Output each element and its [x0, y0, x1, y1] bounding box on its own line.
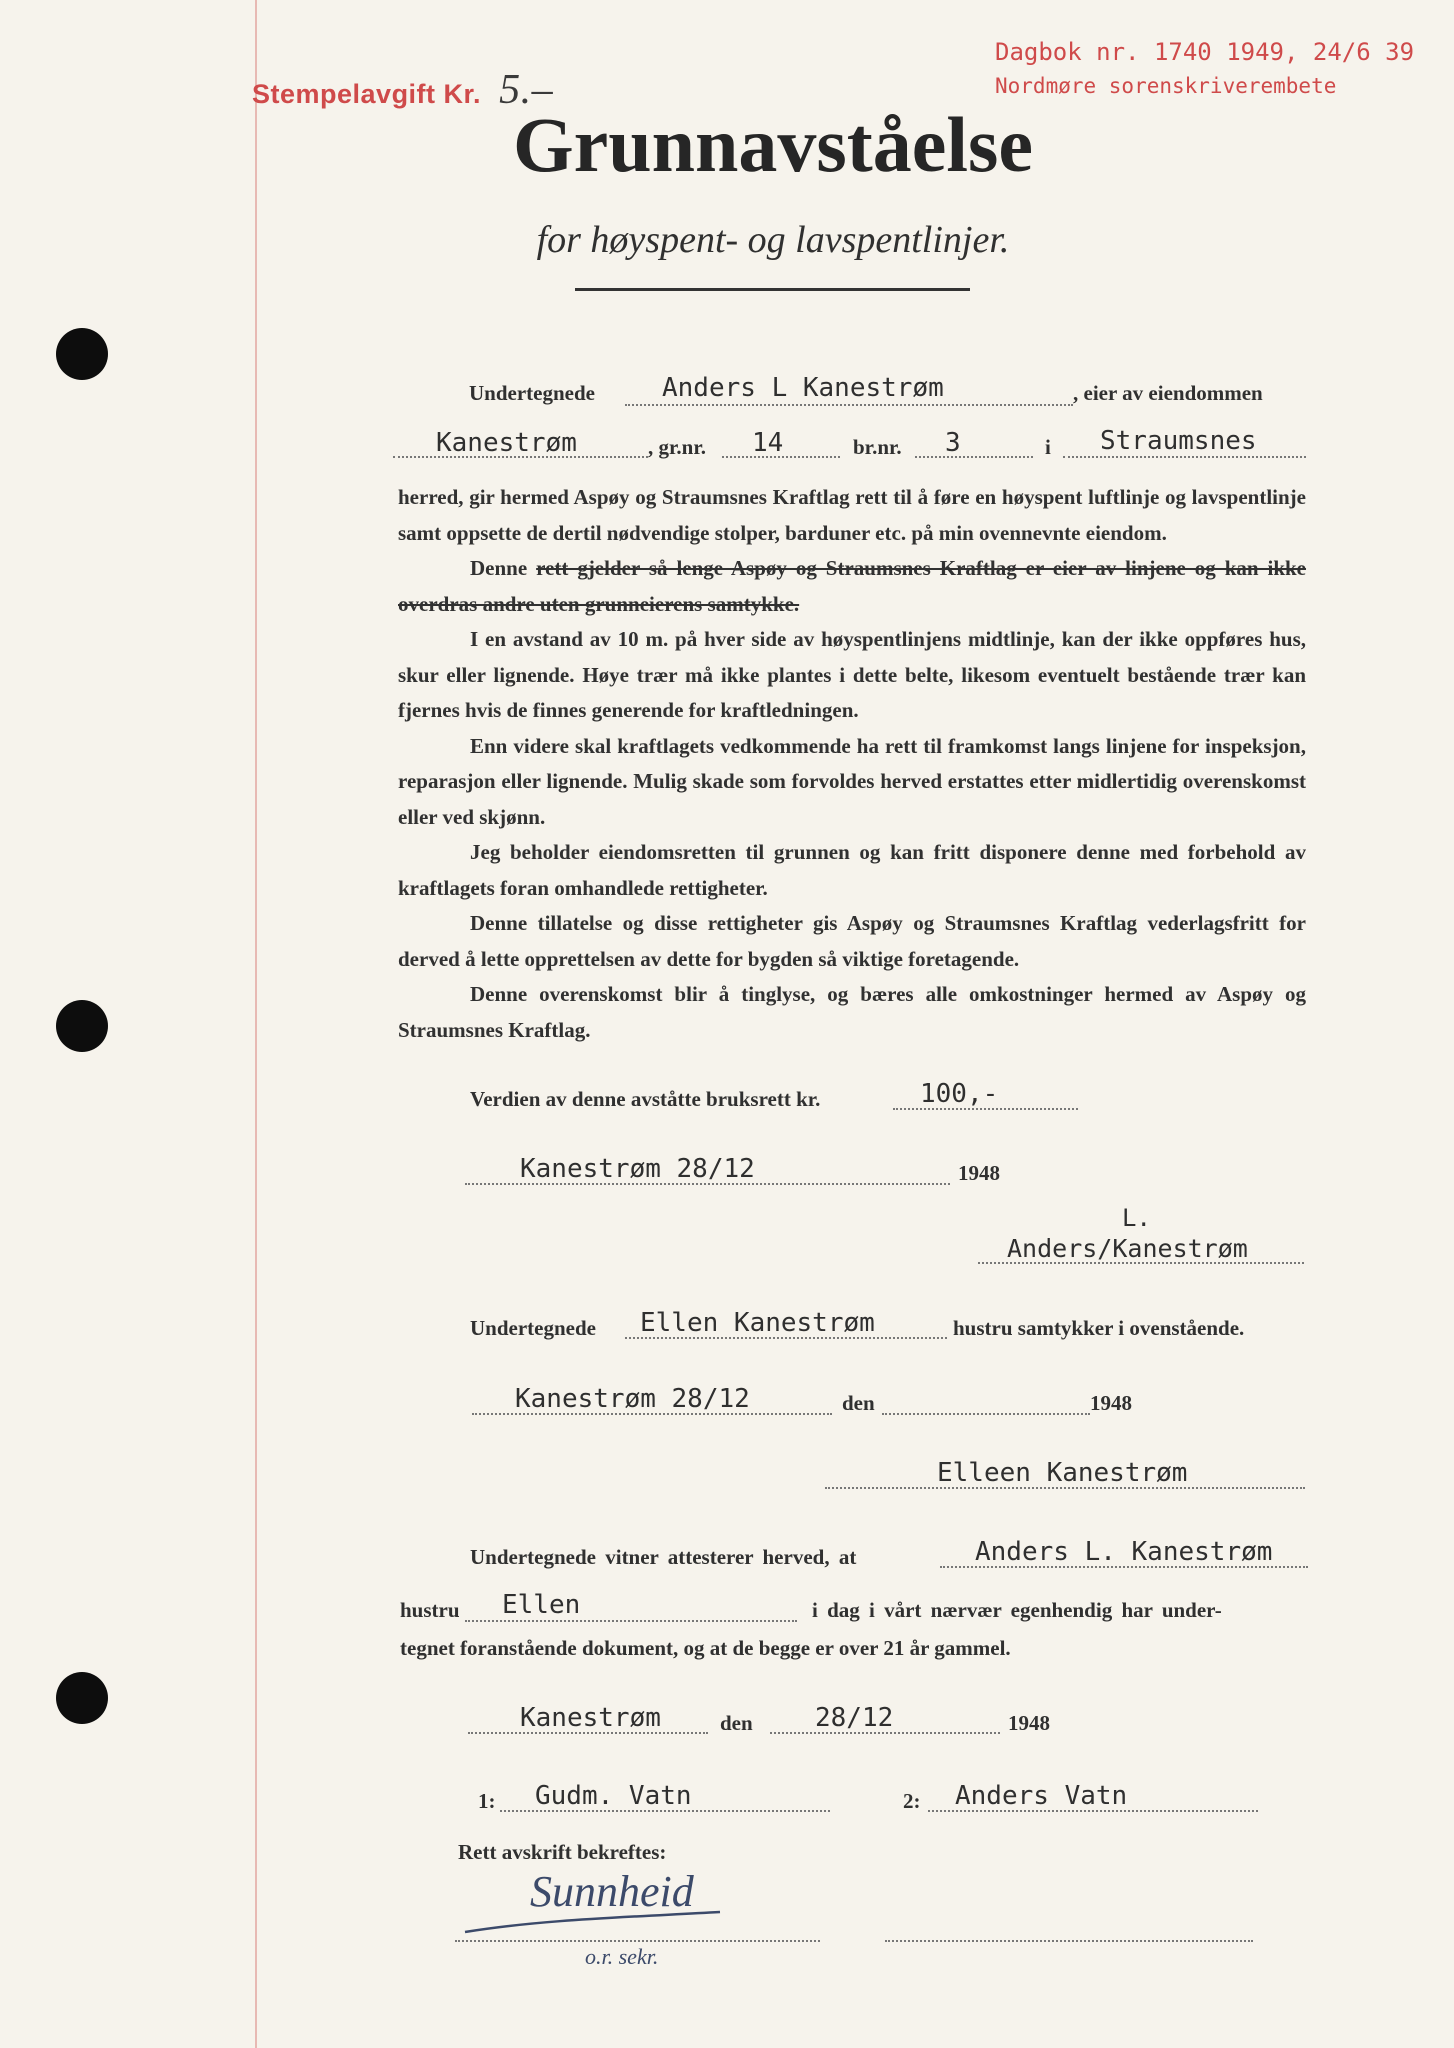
spouse-place-date: Kanestrøm 28/12 — [515, 1384, 750, 1414]
witness-intro: Undertegnede vitner attesterer herved, at — [470, 1545, 857, 1569]
clearance-paragraph: I en avstand av 10 m. på hver side av høyspentlinjens midtlinje, kan der ikke oppføres hus, skur eller lignende. Høye trær må ikke plantes i dette belte, likesom eventuelt bestående trær kan fjernes hvis de finnes generende for kraftledningen. — [398, 627, 1306, 722]
certification-label: Rett avskrift bekreftes: — [458, 1840, 667, 1864]
municipality: Straumsnes — [1100, 426, 1257, 456]
struck-text: rett gjelder så lenge Aspøy og Straumsnes Kraftlag er eier av linjene og kan ikke overdras andre uten grunneierens samtykke. — [398, 556, 1307, 616]
witness-2-name: Anders Vatn — [955, 1781, 1128, 1811]
spouse-den-line — [882, 1413, 1090, 1415]
struck-paragraph — [398, 551, 1306, 622]
registration-paragraph: Denne overenskomst blir å tinglyse, og bæres alle omkostninger hermed av Aspøy og Straumsnes Kraftlag. — [398, 982, 1306, 1042]
page-title: Grunnavståelse — [512, 101, 1034, 188]
brnr-label: br.nr. — [853, 435, 902, 459]
witness-wife-name: Ellen — [502, 1590, 581, 1620]
page-subtitle: for høyspent- og lavspentlinjer. — [536, 219, 1010, 261]
in-label: i — [1045, 435, 1051, 459]
brnr-line — [915, 456, 1033, 458]
document-body — [398, 480, 1306, 1048]
witness-husband-name: Anders L. Kanestrøm — [975, 1537, 1273, 1567]
punch-hole — [56, 1000, 108, 1052]
witness-den-label: den — [720, 1711, 753, 1735]
witness-text-after-wife: i dag i vårt nærvær egenhendig har under- — [812, 1598, 1222, 1622]
undersigned-label: Undertegnede — [469, 381, 595, 405]
compensation-paragraph: Denne tillatelse og disse rettigheter gis Aspøy og Straumsnes Kraftlag vederlagsfritt for derved å lette opprettelsen av dette for bygden så viktige foretagende. — [398, 911, 1306, 971]
ownership-paragraph: Jeg beholder eiendomsretten til grunnen og kan fritt disponere denne med forbehold av kraftlagets foran omhandlede rettigheter. — [398, 840, 1306, 900]
stamp-duty-label: Stempelavgift Kr. — [252, 79, 482, 109]
certification-signature: Sunnheid — [530, 1867, 694, 1916]
register-line-2: Nordmøre sorenskriverembete — [995, 74, 1337, 98]
grnr-value: 14 — [752, 428, 784, 458]
spouse-signature: Elleen Kanestrøm — [937, 1458, 1188, 1488]
owner-place-date: Kanestrøm 28/12 — [520, 1154, 755, 1184]
certification-line-1 — [455, 1940, 820, 1942]
owner-signature: Anders/Kanestrøm — [1007, 1234, 1248, 1263]
witness-place: Kanestrøm — [520, 1703, 661, 1733]
property-name: Kanestrøm — [436, 428, 577, 458]
witness-wife-label: hustru — [400, 1598, 460, 1622]
spouse-undersigned-label: Undertegnede — [470, 1316, 596, 1340]
municipality-line — [1063, 456, 1306, 458]
witness-wife-line — [465, 1620, 797, 1622]
spouse-name: Ellen Kanestrøm — [640, 1308, 875, 1338]
punch-hole — [56, 328, 108, 380]
grnr-label: , gr.nr. — [648, 435, 706, 459]
owner-name-line — [625, 404, 1073, 406]
punch-hole — [56, 1672, 108, 1724]
register-line-1: Dagbok nr. 1740 1949, 24/6 39 — [995, 38, 1415, 66]
owner-initial-note: L. — [1122, 1204, 1151, 1232]
spouse-consent-text: hustru samtykker i ovenstående. — [953, 1316, 1245, 1340]
witness-1-label: 1: — [478, 1789, 496, 1813]
spouse-year: 1948 — [1090, 1391, 1132, 1415]
value-label: Verdien av denne avståtte bruksrett kr. — [470, 1087, 821, 1111]
certification-title-note: o.r. sekr. — [585, 1944, 659, 1969]
stamp-duty-value: 5.– — [499, 67, 554, 113]
struck-kept-word: Denne — [470, 556, 528, 580]
witness-year: 1948 — [1008, 1711, 1050, 1735]
title-rule — [575, 288, 970, 291]
brnr-value: 3 — [945, 428, 961, 458]
value-amount: 100,- — [920, 1079, 999, 1109]
witness-2-label: 2: — [903, 1789, 921, 1813]
certification-line-2 — [885, 1940, 1253, 1942]
owner-year: 1948 — [958, 1161, 1000, 1185]
witness-1-name: Gudm. Vatn — [535, 1781, 692, 1811]
owner-name: Anders L Kanestrøm — [662, 373, 944, 403]
certification-flourish — [460, 1900, 760, 1940]
margin-rule — [255, 0, 257, 2048]
access-paragraph: Enn videre skal kraftlagets vedkommende ha rett til framkomst langs linjene for inspeksjon, reparasjon eller lignende. Mulig skade som forvoldes herved erstattes etter midlertidig overenskomst eller ved skjønn. — [398, 733, 1306, 829]
grant-paragraph: herred, gir hermed Aspøy og Straumsnes Kraftlag rett til å føre en høyspent luftlinje og lavspentlinje samt oppsette de dertil nødvendige stolper, barduner etc. på min ovennevnte eiendom. — [398, 485, 1306, 545]
witness-date: 28/12 — [815, 1703, 894, 1733]
witness-text-line-2: tegnet foranstående dokument, og at de begge er over 21 år gammel. — [400, 1636, 1011, 1660]
owner-suffix: , eier av eiendommen — [1073, 381, 1263, 405]
spouse-den-label: den — [842, 1391, 875, 1415]
